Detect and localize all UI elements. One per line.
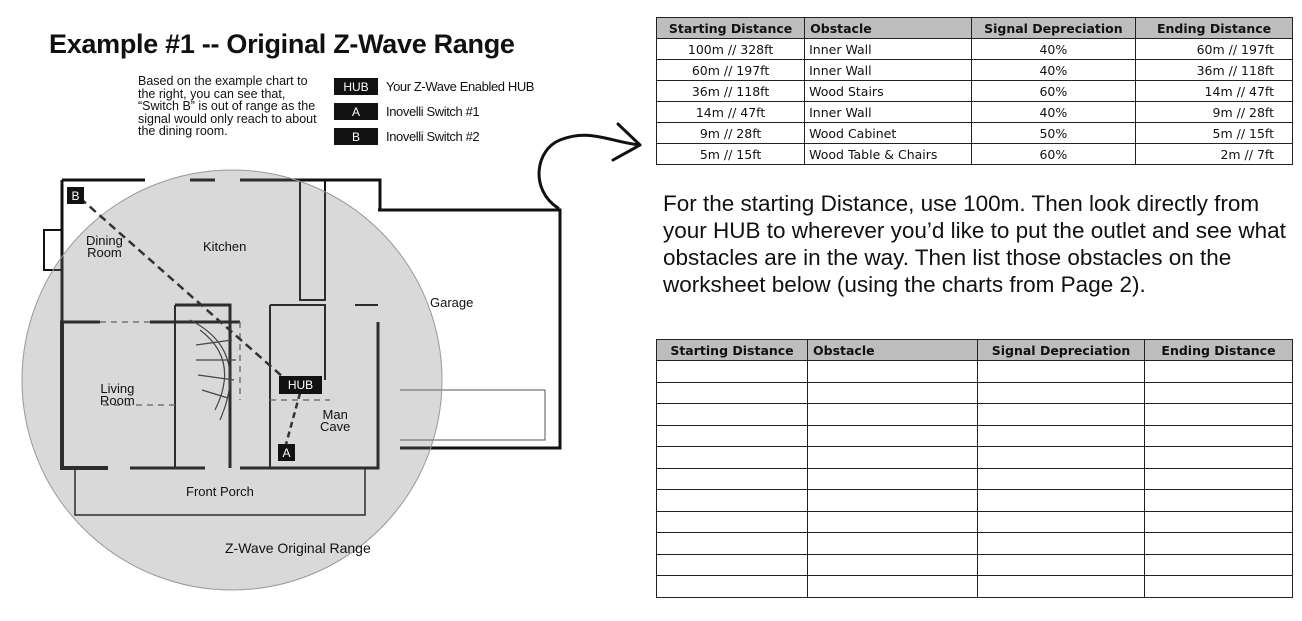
cell-ending-distance: 36m // 118ft — [1136, 60, 1293, 81]
marker-a: A — [278, 444, 295, 461]
cell-ending-distance: 5m // 15ft — [1136, 123, 1293, 144]
table-row — [657, 123, 1293, 144]
worksheet-row — [657, 468, 1293, 490]
worksheet-row — [657, 447, 1293, 469]
worksheet-header-obstacle: Obstacle — [808, 340, 978, 361]
legend-label-a: Inovelli Switch #1 — [386, 104, 480, 119]
cell-starting-distance: 36m // 118ft — [657, 81, 805, 102]
worksheet-blank-cell[interactable] — [1145, 425, 1293, 447]
cell-starting-distance: 14m // 47ft — [657, 102, 805, 123]
cell-obstacle: Inner Wall — [805, 102, 971, 123]
worksheet-blank-cell[interactable] — [808, 576, 978, 598]
arrow-icon — [539, 124, 640, 208]
cell-obstacle: Wood Stairs — [805, 81, 971, 102]
worksheet-blank-cell[interactable] — [978, 533, 1145, 555]
marker-hub: HUB — [279, 376, 322, 394]
worksheet-blank-cell[interactable] — [1145, 361, 1293, 383]
worksheet-blank-cell[interactable] — [657, 361, 808, 383]
legend-key-a: A — [334, 103, 378, 120]
worksheet-header-ending-distance: Ending Distance — [1145, 340, 1293, 361]
worksheet-header-signal-depreciation: Signal Depreciation — [978, 340, 1145, 361]
worksheet-blank-cell[interactable] — [808, 382, 978, 404]
table-row — [657, 81, 1293, 102]
worksheet-blank-cell[interactable] — [657, 533, 808, 555]
worksheet-blank-cell[interactable] — [657, 511, 808, 533]
example-table — [656, 17, 1293, 165]
cell-signal-depreciation: 40% — [971, 39, 1136, 60]
cell-obstacle: Wood Table & Chairs — [805, 144, 971, 165]
worksheet-blank-cell[interactable] — [808, 447, 978, 469]
table-row — [657, 102, 1293, 123]
legend-key-b: B — [334, 128, 378, 145]
worksheet-row — [657, 554, 1293, 576]
range-label: Z-Wave Original Range — [225, 540, 371, 556]
worksheet-blank-cell[interactable] — [808, 361, 978, 383]
room-label-kitchen: Kitchen — [203, 239, 247, 254]
cell-obstacle: Inner Wall — [805, 39, 971, 60]
worksheet-blank-cell[interactable] — [808, 533, 978, 555]
range-circle — [22, 170, 442, 590]
intro-text: Based on the example chart to the right, you can see that, “Switch B” is out of range as the signal would only reach to about the dining room. — [138, 74, 317, 138]
worksheet-blank-cell[interactable] — [657, 490, 808, 512]
legend-label-hub: Your Z-Wave Enabled HUB — [386, 79, 535, 94]
worksheet-blank-cell[interactable] — [978, 468, 1145, 490]
room-label-man-cave: Man Cave — [320, 407, 351, 434]
worksheet-blank-cell[interactable] — [657, 468, 808, 490]
worksheet-blank-cell[interactable] — [657, 404, 808, 426]
worksheet-blank-cell[interactable] — [978, 447, 1145, 469]
room-label-dining: Dining Room — [86, 233, 123, 260]
cell-obstacle: Wood Cabinet — [805, 123, 971, 144]
worksheet-blank-cell[interactable] — [978, 576, 1145, 598]
cell-signal-depreciation: 60% — [971, 144, 1136, 165]
worksheet-blank-cell[interactable] — [978, 382, 1145, 404]
cell-starting-distance: 5m // 15ft — [657, 144, 805, 165]
worksheet-blank-cell[interactable] — [657, 576, 808, 598]
header-obstacle: Obstacle — [805, 18, 971, 39]
worksheet-blank-cell[interactable] — [808, 425, 978, 447]
worksheet-row — [657, 382, 1293, 404]
worksheet-blank-cell[interactable] — [1145, 404, 1293, 426]
worksheet-blank-cell[interactable] — [978, 490, 1145, 512]
header-ending-distance: Ending Distance — [1136, 18, 1293, 39]
instructions-text: For the starting Distance, use 100m. Then look directly from your HUB to wherever you’d like to put the outlet and see what obstacles are in the way. Then list those obstacles on the worksheet below (using the charts from Page 2). — [663, 191, 1286, 297]
cell-ending-distance: 60m // 197ft — [1136, 39, 1293, 60]
worksheet-blank-cell[interactable] — [808, 468, 978, 490]
worksheet-row — [657, 533, 1293, 555]
worksheet-blank-cell[interactable] — [1145, 554, 1293, 576]
page-title: Example #1 -- Original Z-Wave Range — [49, 29, 515, 59]
worksheet-blank-cell[interactable] — [978, 511, 1145, 533]
table-row — [657, 39, 1293, 60]
worksheet-table-header — [657, 340, 1293, 361]
worksheet-blank-cell[interactable] — [657, 554, 808, 576]
marker-b: B — [67, 187, 84, 204]
room-label-living: Living Room — [100, 381, 135, 408]
header-starting-distance: Starting Distance — [657, 18, 805, 39]
worksheet-blank-cell[interactable] — [657, 382, 808, 404]
worksheet-blank-cell[interactable] — [1145, 533, 1293, 555]
worksheet-blank-cell[interactable] — [808, 490, 978, 512]
table-row — [657, 144, 1293, 165]
legend-label-b: Inovelli Switch #2 — [386, 129, 480, 144]
cell-ending-distance: 14m // 47ft — [1136, 81, 1293, 102]
worksheet-blank-cell[interactable] — [978, 425, 1145, 447]
worksheet-blank-cell[interactable] — [978, 404, 1145, 426]
cell-starting-distance: 60m // 197ft — [657, 60, 805, 81]
cell-ending-distance: 9m // 28ft — [1136, 102, 1293, 123]
worksheet-blank-cell[interactable] — [978, 361, 1145, 383]
table-row — [657, 60, 1293, 81]
cell-starting-distance: 9m // 28ft — [657, 123, 805, 144]
worksheet-row — [657, 361, 1293, 383]
worksheet-blank-cell[interactable] — [1145, 490, 1293, 512]
worksheet-table — [656, 339, 1293, 598]
worksheet-blank-cell[interactable] — [1145, 382, 1293, 404]
worksheet-blank-cell[interactable] — [808, 404, 978, 426]
cell-starting-distance: 100m // 328ft — [657, 39, 805, 60]
cell-obstacle: Inner Wall — [805, 60, 971, 81]
cell-ending-distance: 2m // 7ft — [1136, 144, 1293, 165]
worksheet-blank-cell[interactable] — [1145, 576, 1293, 598]
worksheet-blank-cell[interactable] — [657, 447, 808, 469]
worksheet-row — [657, 425, 1293, 447]
worksheet-blank-cell[interactable] — [978, 554, 1145, 576]
room-label-front-porch: Front Porch — [186, 484, 254, 499]
header-signal-depreciation: Signal Depreciation — [971, 18, 1136, 39]
legend-key-hub: HUB — [334, 78, 378, 95]
worksheet-blank-cell[interactable] — [657, 425, 808, 447]
cell-signal-depreciation: 50% — [971, 123, 1136, 144]
cell-signal-depreciation: 60% — [971, 81, 1136, 102]
worksheet-row — [657, 404, 1293, 426]
cell-signal-depreciation: 40% — [971, 102, 1136, 123]
worksheet-row — [657, 490, 1293, 512]
worksheet-blank-cell[interactable] — [1145, 511, 1293, 533]
worksheet-row — [657, 511, 1293, 533]
worksheet-blank-cell[interactable] — [1145, 447, 1293, 469]
worksheet-row — [657, 576, 1293, 598]
cell-signal-depreciation: 40% — [971, 60, 1136, 81]
example-table-header — [657, 18, 1293, 39]
worksheet-blank-cell[interactable] — [1145, 468, 1293, 490]
worksheet-blank-cell[interactable] — [808, 554, 978, 576]
room-label-garage: Garage — [430, 295, 474, 310]
worksheet-header-starting-distance: Starting Distance — [657, 340, 808, 361]
worksheet-blank-cell[interactable] — [808, 511, 978, 533]
